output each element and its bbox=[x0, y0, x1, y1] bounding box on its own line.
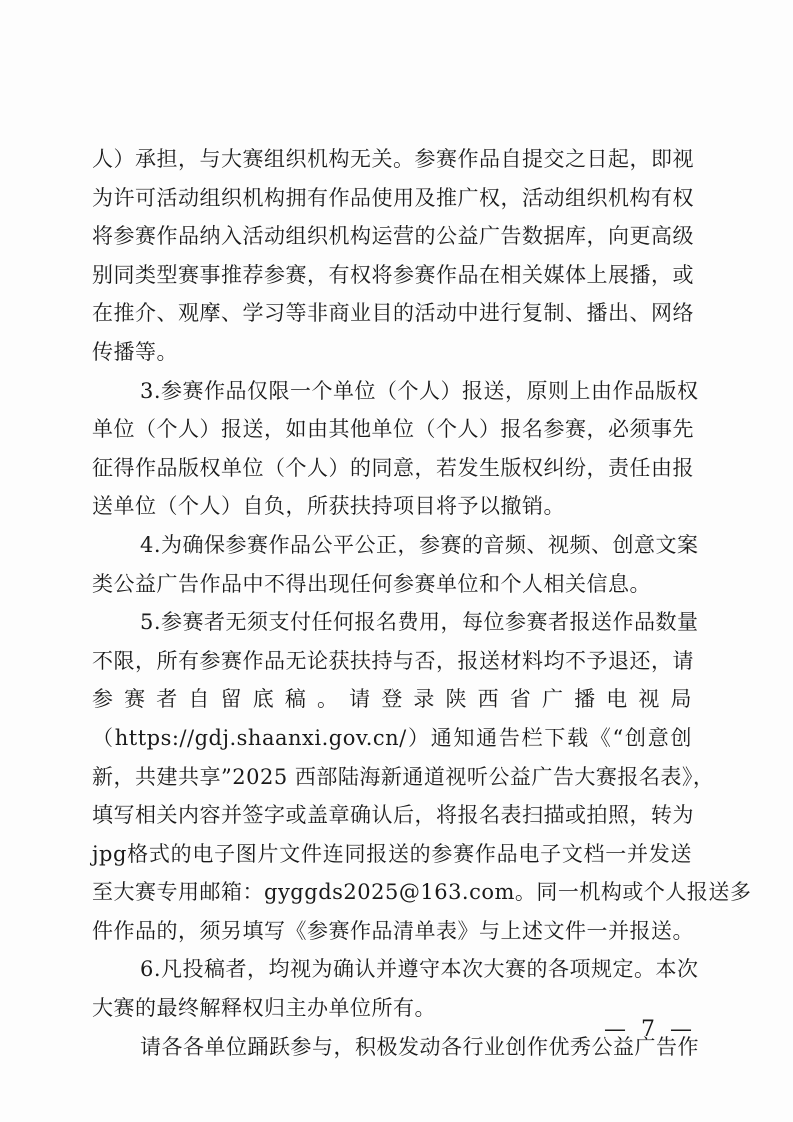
email-line: 至大赛专用邮箱：gyggds2025@163.com。同一机构或个人报送多 bbox=[92, 880, 752, 905]
closing-line: 请各各单位踊跃参与，积极发动各行业创作优秀公益广告作 bbox=[140, 1034, 699, 1059]
paragraph-line: 件作品的，须另填写《参赛作品清单表》与上述文件一并报送。 bbox=[92, 918, 694, 943]
body-text bbox=[92, 140, 752, 1066]
paragraph-line: 填写相关内容并签字或盖章确认后，将报名表扫描或拍照，转为 bbox=[92, 803, 694, 828]
item-5-first-line: 5.参赛者无须支付任何报名费用，每位参赛者报送作品数量 bbox=[140, 610, 699, 635]
item-3-first-line: 3.参赛作品仅限一个单位（个人）报送，原则上由作品版权 bbox=[140, 378, 699, 403]
paragraph-line: 将参赛作品纳入活动组织机构运营的公益广告数据库，向更高级 bbox=[92, 224, 694, 249]
paragraph-line: jpg格式的电子图片文件连同报送的参赛作品电子文档一并发送 bbox=[92, 841, 692, 866]
paragraph-line: 送单位（个人）自负，所获扶持项目将予以撤销。 bbox=[92, 494, 565, 519]
paragraph-line: 类公益广告作品中不得出现任何参赛单位和个人相关信息。 bbox=[92, 571, 651, 596]
paragraph-line: 传播等。 bbox=[92, 339, 178, 364]
paragraph-line: 征得作品版权单位（个人）的同意，若发生版权纠纷，责任由报 bbox=[92, 455, 694, 480]
paragraph-line: 不限，所有参赛作品无论获扶持与否，报送材料均不予退还，请 bbox=[92, 648, 694, 673]
page-number: — 7 — bbox=[604, 1017, 696, 1042]
item-4-first-line: 4.为确保参赛作品公平公正，参赛的音频、视频、创意文案 bbox=[140, 532, 699, 557]
paragraph-line: 在推介、观摩、学习等非商业目的活动中进行复制、播出、网络 bbox=[92, 301, 694, 326]
url-line: （https://gdj.shaanxi.gov.cn/）通知通告栏下载《“创意创 bbox=[92, 725, 692, 750]
paragraph-line: 别同类型赛事推荐参赛，有权将参赛作品在相关媒体上展播，或 bbox=[92, 262, 694, 287]
paragraph-line: 参赛者自留底稿。请登录陕西省广播电视局 bbox=[92, 687, 692, 712]
paragraph-line: 新，共建共享”2025 西部陆海新通道视听公益广告大赛报名表》， bbox=[92, 764, 715, 789]
item-6-first-line: 6.凡投稿者，均视为确认并遵守本次大赛的各项规定。本次 bbox=[140, 957, 699, 982]
paragraph-line: 人）承担，与大赛组织机构无关。参赛作品自提交之日起，即视 bbox=[92, 147, 694, 171]
paragraph-line: 为许可活动组织机构拥有作品使用及推广权，活动组织机构有权 bbox=[92, 185, 694, 210]
paragraph-line: 大赛的最终解释权归主办单位所有。 bbox=[92, 996, 436, 1021]
paragraph-line: 单位（个人）报送，如由其他单位（个人）报名参赛，必须事先 bbox=[92, 417, 694, 442]
